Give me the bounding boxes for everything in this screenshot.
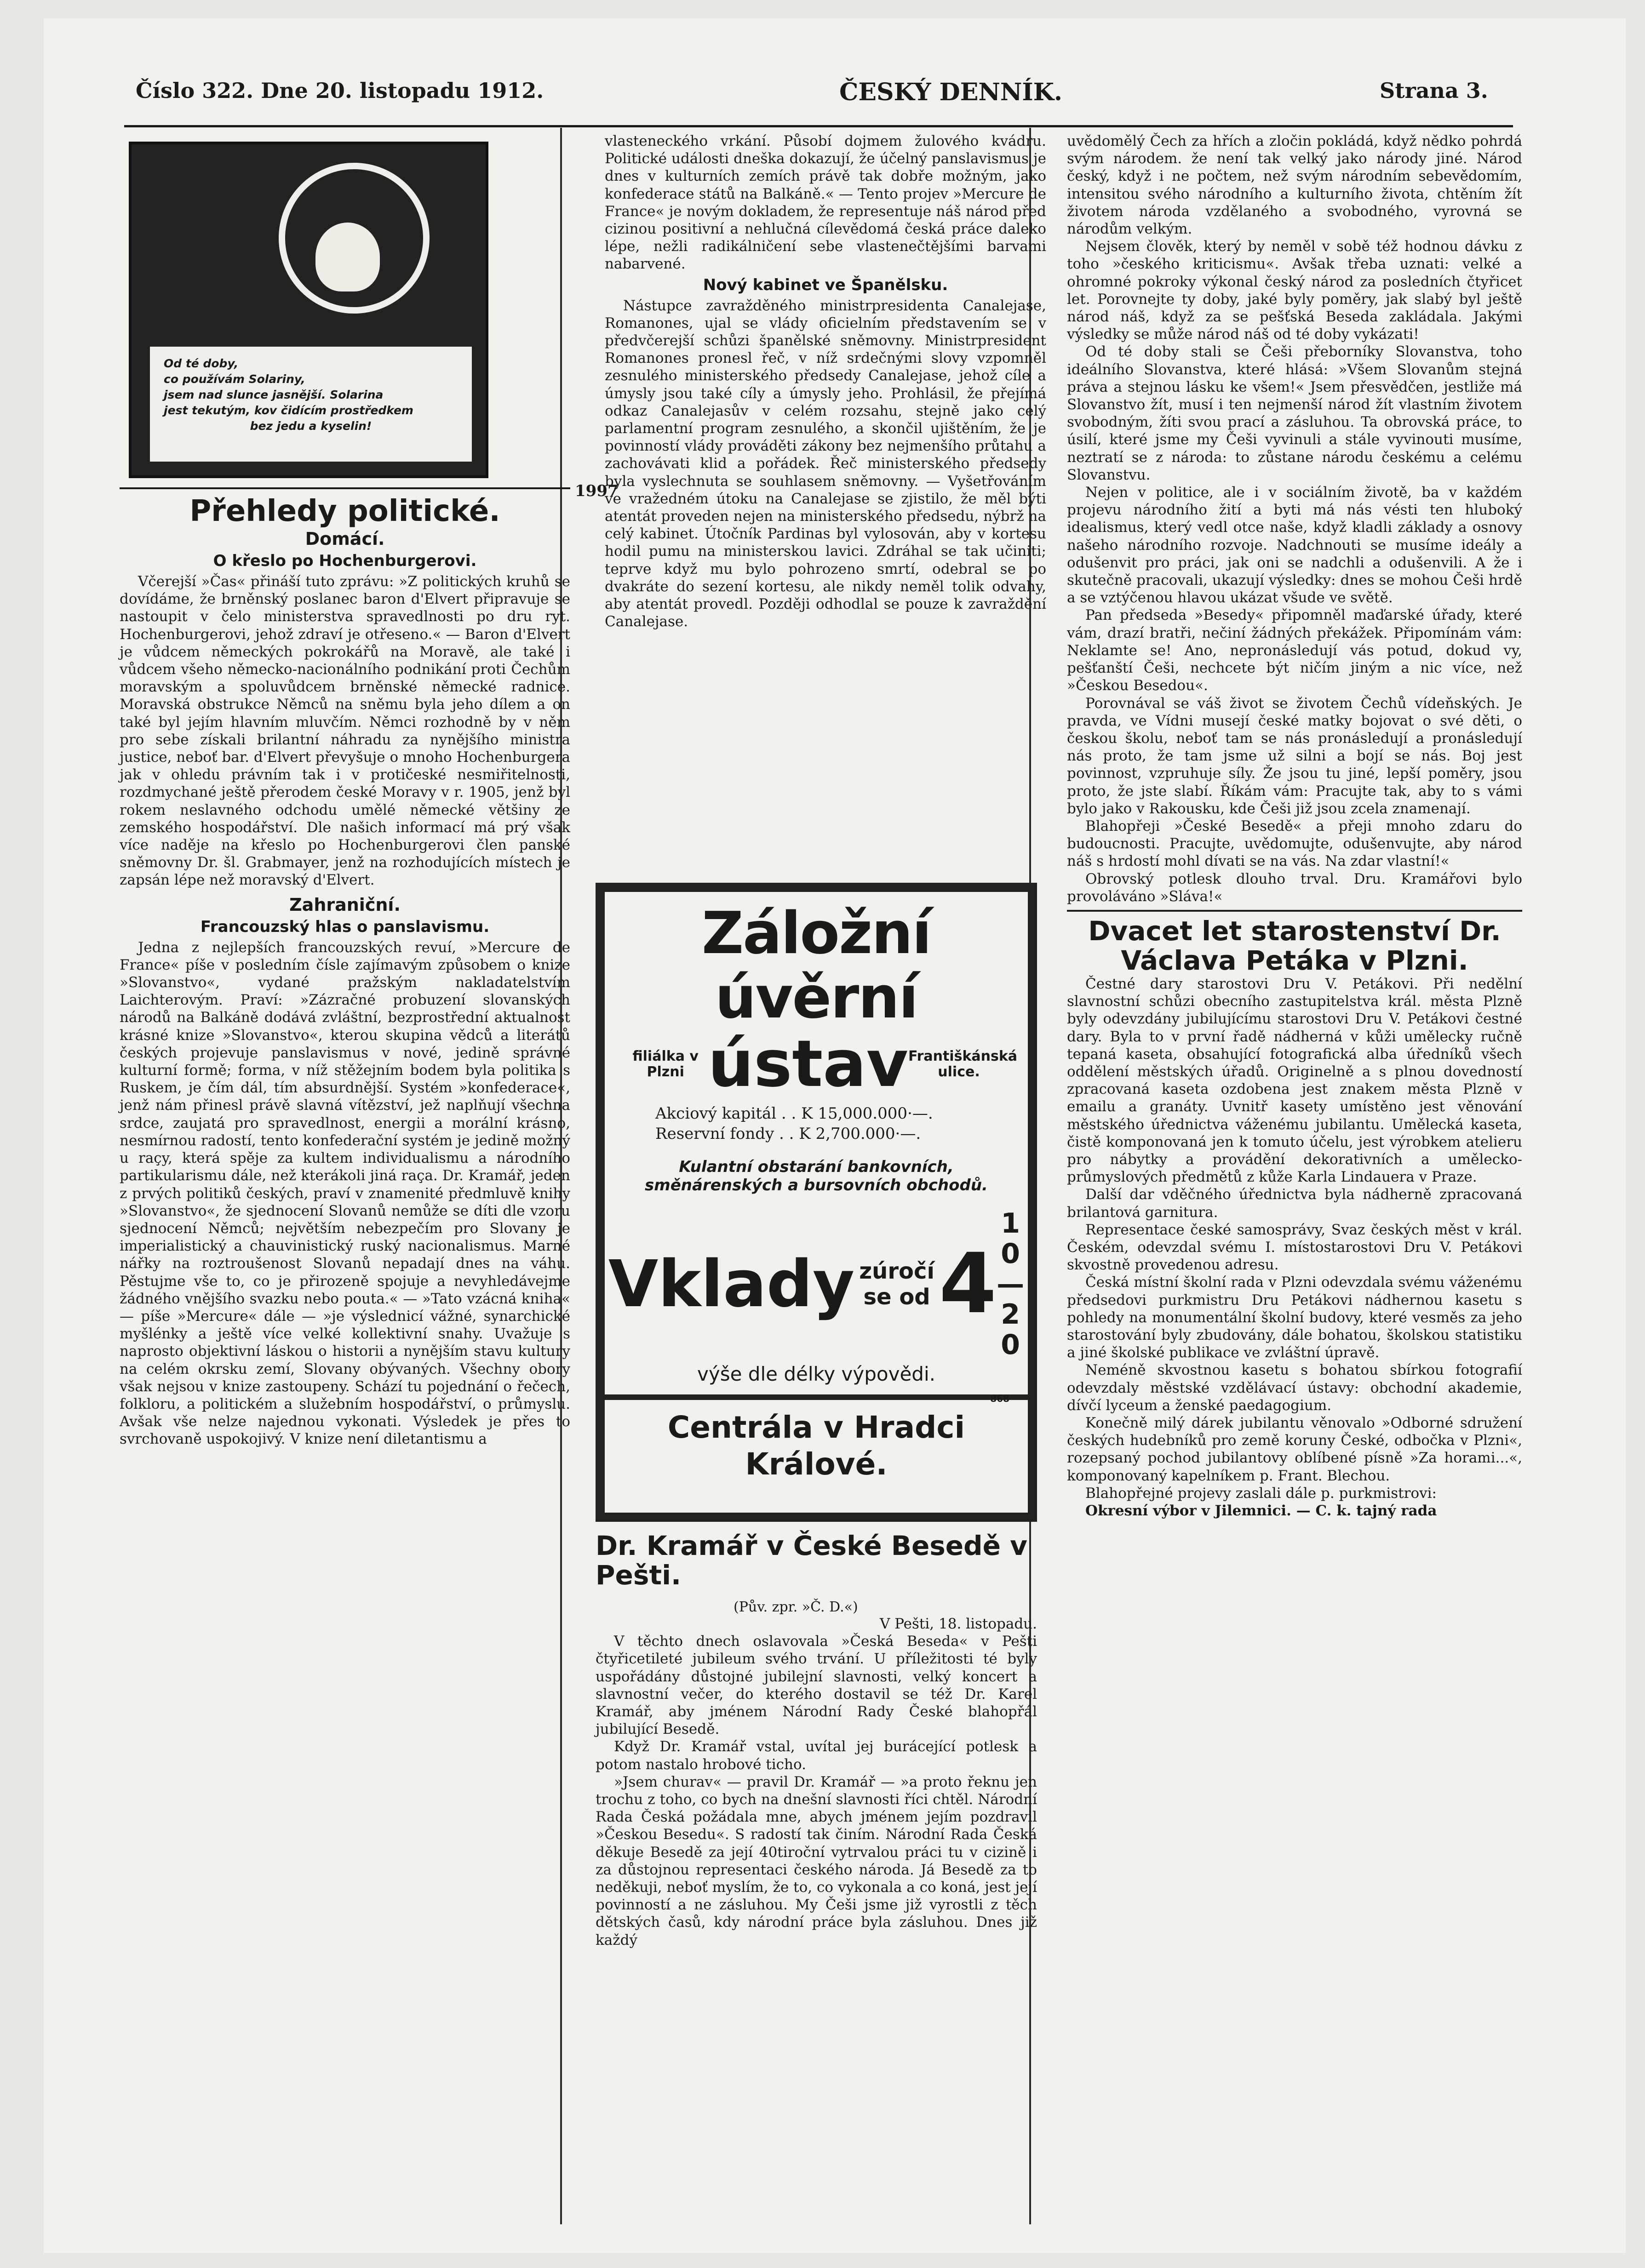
solarina-ad xyxy=(129,142,488,478)
article-paragraph: Nejen v politice, ale i v sociálním životě, ba v každém projevu národního žití a byti má nás vésti ten hluboký idealismus, který vedl otce naše, když kladli základy a osnovy našeho národního rozvoje. Nadchnouti se musíme ideály a odušenvit pro práci, jak oni se nadchli a odušenvili. A že i skutečně pracovali, ukazují výsledky: dnes se mohou Češi hrdě a se vztýčenou hlavou ukázat všude ve světě. xyxy=(1067,484,1522,606)
ad-divider xyxy=(605,1394,1028,1400)
ad-code: 868 xyxy=(990,1393,1009,1404)
capital-line: Akciový kapitál . . K 15,000.000·—. xyxy=(655,1104,933,1123)
column-2 xyxy=(563,132,1069,877)
article-paragraph: Další dar vděčného úřednictva byla nádherně zpracovaná brilantová garnitura. xyxy=(1067,1186,1522,1221)
flask-icon xyxy=(315,223,380,291)
article-paragraph: Representace české samosprávy, Svaz českých měst v král. Českém, odevzdal svému I. místostarostovi Dru V. Petákovi skvostně provedenou adresu. xyxy=(1067,1221,1522,1274)
address-note: Františkánská ulice. xyxy=(908,1048,1018,1080)
article-paragraph: Nástupce zavražděného ministrpresidenta Canalejase, Romanones, ujal se vlády oficielním představením se v předvčerejší schůzi španělské sněmovny. Ministrpresident Romanones pronesl řeč, v níž srdečnými slovy vzpomněl zesnulého ministerského předsedy Canalejase, jehož cíle a úmysly jsou také cíly a úmysly jeho. Prohlásil, že přejímá odkaz Canalejasův v celém rozsahu, stejně jako celý parlamentní program zesnulého, a skončil ujištěním, že je povinností vlády prováděti zákony bez nejmenšího průtahu a zachovávati klid a pořádek. Řeč ministerského předsedy byla vyslechnuta se souhlasem sněmovny. — Vyšetřováním ve vražedném útoku na Canalejase se zjistilo, že měl býti atentát proveden nejen na ministerského předsedu, nýbrž na celý kabinet. Útočník Pardinas byl vylosován, aby v kortesu hodil pumu na ministerskou lavici. Zdráhal se tak učiniti; teprve když mu bylo pohrozeno smrtí, odebral se po dvakráte do sezení kortesu, ale nikdy neměl tolik odvahy, aby atentát provedl. Později odhodlal se pouze k zavraždění Canalejase. xyxy=(605,297,1046,630)
dateline: V Pešti, 18. listopadu. xyxy=(879,1616,1037,1632)
solarina-ad-text: Od té doby, co používám Solariny, jsem nad slunce jasnější. Solarina jest tekutým, kov čidícím prostředkem bez jedu a kyselin! xyxy=(150,347,472,462)
article-headline: Dvacet let starostenství Dr. Václava Petáka v Plzni. xyxy=(1088,915,1501,976)
subsection-foreign: Zahraniční. xyxy=(289,894,401,915)
deposit-rate: Vklady zúročí se od 4 1 0 — 2 0 xyxy=(608,1207,1025,1361)
central-office: Centrála v Hradci Králové. xyxy=(667,1410,965,1482)
article-paragraph: Blahopřejné projevy zaslali dále p. purkmistrovi: xyxy=(1085,1485,1437,1502)
article-headline: Nový kabinet ve Španělsku. xyxy=(703,275,948,294)
article-headline: O křeslo po Hochenburgerovi. xyxy=(213,552,477,570)
divider xyxy=(1067,910,1522,912)
rate-note: výše dle délky výpovědi. xyxy=(697,1363,935,1385)
article-headline: Dr. Kramář v České Besedě v Pešti. xyxy=(596,1530,1027,1591)
column-2-lower xyxy=(596,1531,1037,1949)
article-paragraph: »Jsem churav« — pravil Dr. Kramář — »a proto řeknu jen trochu z toho, co bych na dnešní slavnosti říci chtěl. Národní Rada Česká požádala mne, abych jménem jejím pozdravil »Českou Besedu«. S radostí tak činím. Národní Rada Česká děkuje Besedě za její 40tiroční vytrvalou práci tu v cizině i za důstojnou representaci českého národa. Já Besedě za to neděkuji, neboť myslím, že to, co vykonala a co koná, jest její povinností a ne zásluhou. My Češi jsme již vyrostli z těch dětských časů, kdy národní práce byla zásluhou. Dnes již každý xyxy=(596,1773,1037,1948)
service-text: Kulantní obstarání bankovních, směnárenských a bursovních obchodů. xyxy=(645,1158,988,1194)
ad-number: 1997 xyxy=(575,482,619,500)
article-paragraph: Pan předseda »Besedy« připomněl maďarské úřady, které vám, drazí bratři, nečiní žádných překážek. Připomínám vám: Neklamte se! Ano, nepronásledují vás potud, dokud vy, pešťanští Češi, nechcete být ničím jiným a nic více, než »Českou Besedou«. xyxy=(1067,607,1522,694)
masthead-rule xyxy=(124,125,1513,127)
article-paragraph: Neméně skvostnou kasetu s bohatou sbírkou fotografií odevzdaly městské vzdělávací ústavy: obchodní akademie, dívčí lyceum a ženské paedagogium. xyxy=(1067,1362,1522,1414)
article-paragraph: Jedna z nejlepších francouzských revuí, »Mercure de France« píše v posledním čísle zajímavým způsobem o knize »Slovanstvo«, vydané pražským nakladatelstvím Laichterovým. Praví: »Zázračné probuzení slovanských národů na Balkáně dodává zvláštní, bezprostřední aktualnost krásné knize »Slovanstvo«, kterou skupina vědců a literátů českých projevuje panslavismus v nové, jedině správné kulturní formě; forma, v níž stěžejním bodem byla politika s Ruskem, je čím dál, tím absurdnější. Systém »konfederace«, jenž nám přinesl právě slavná vítězství, jež naplňují všechna srdce, zaujatá pro spravedlnost, energii a morální krásno, nesmírnou radostí, tento konfederační systém je jedině možný u raçy, která spěje za kultem individualismu a národního partikularismu dále, než kterákoli jiná raça. Dr. Kramář, jeden z prvých politiků českých, praví v znamenité předmluvě knihy »Slovanstvo«, že sjednocení Slovanů nemůže se díti dle vzoru sjednocení Němců; největším nebezpečím pro Slovany je imperialistický a chauvinistický ruský nacionalismus. Marné nářky na roztroušenost Slovanů nepadají dnes na váhu. Pěstujme vše to, co je přirozeně spojuje a nevyhledávejme žádného vnějšího svazku nebo pouta.« — »Tato vzácná kniha« — píše »Mercure« dále — »je výslednicí vážné, synarchické myšlénky a ještě více velké kollektivní snahy. Uvažuje s naprosto objektivní láskou o historii a nynějším stavu kultury na celém okrsku zemí, Slovany obývaných. Všechny obory však nejsou v knize zastoupeny. Schází tu pojednání o řečech, folkloru, a politickém a služebním hospodářství, o průmyslu. Avšak vše nelze najednou vykonati. Výsledek je přes to svrchovaně uspokojivý. V knize není diletantismu a xyxy=(120,939,570,1448)
newspaper-page xyxy=(44,18,1626,2253)
section-title: Přehledy politické. xyxy=(189,494,500,528)
bank-ad xyxy=(596,883,1037,1522)
divider xyxy=(120,487,570,489)
article-paragraph: Porovnával se váš život se životem Čechů vídeňských. Je pravda, ve Vídni musejí české matky bojovat o své děti, o českou školu, neboť tam se nás pronásledují a pronásledují nás proto, že tam jsme už silni a bojí se nás. Boj jest povinnost, vzpruhuje síly. Že jsou tu jiné, lepší poměry, jsou proto, že jste slabí. Říkám vám: Pracujte tak, aby to s vámi bylo jako v Rakousku, kde Češi již jsou zcela znamenají. xyxy=(1067,695,1522,817)
article-paragraph: Když Dr. Kramář vstal, uvítal jej burácející potlesk a potom nastalo hrobové ticho. xyxy=(596,1738,1037,1773)
column-1 xyxy=(106,132,619,2229)
bank-title: Záložní úvěrní xyxy=(701,899,931,1031)
article-paragraph: Konečně milý dárek jubilantu věnovalo »Odborné sdružení českých hudebníků pro země koruny České, odbočka v Plzni«, rozepsaný pochod jubilantovy oblíbené písně »Za horami...«, komponovaný kapelníkem p. Frant. Blechou. xyxy=(1067,1415,1522,1484)
article-paragraph: uvědomělý Čech za hřích a zločin pokládá, když nědko pohrdá svým národem. že není tak velký jako národy jiné. Národ český, když i ne počtem, než svým národním sebevědomím, intensitou svého národního a kulturního života, chtěním žít životem národa vzdělaného a svobodného, vyrovná se národům velkým. xyxy=(1067,133,1522,238)
page-number: Strana 3. xyxy=(1380,78,1488,103)
bank-title-2: ústav xyxy=(708,1027,908,1102)
article-paragraph: Čestné dary starostovi Dru V. Petákovi. Při nedělní slavnostní schůzi obecního zastupitelstva král. města Plzně byly odevzdány jubilujícímu starostovi Dru V. Petákovi čestné dary. Byla to v první řadě nádherná v kůži umělecky ručně tepaná kaseta, obsahující fotografická alba úředníků všech oddělení městských úřadů. Originelně a s plnou dovedností zpracovaná kaseta ozdobena jest znakem města Plzně v emailu a granáty. Uvnitř kasety umístěno jest věnování městského úřednictva váženému jubilantu. Umělecká kaseta, čistě komponovaná jen k tomuto účelu, jest výrobkem atelieru pro nábytky a provádění dekorativních a umělecko-průmyslových předmětů z kůže Karla Lindauera v Praze. xyxy=(1067,975,1522,1186)
source-note: (Pův. zpr. »Č. D.«) xyxy=(734,1599,858,1615)
branch-note: filiálka v Plzni xyxy=(632,1048,699,1080)
subsection-domestic: Domácí. xyxy=(305,529,385,549)
article-paragraph: Česká místní školní rada v Plzni odevzdala svému váženému předsedovi purkmistru Dru Petákovi nádhernou kasetu s pohledy na monumentální školní budovy, které vesměs za jeho starostování byly zbudovány, dále bohatou, školskou statistiku a jiné školské publikace ve zvláštní úpravě. xyxy=(1067,1274,1522,1361)
article-paragraph: vlasteneckého vrkání. Působí dojmem žulového kvádru. Politické události dneška dokazují, že účelný panslavismus je dnes v kulturních zemích právě tak dobře možným, jako konfederace států na Balkáně.« — Tento projev »Mercure de France« je novým dokladem, že representuje náš národ před cizinou positivní a nehlučná cílevědomá česká práce daleko lépe, nežli radikálničení sebe vlastenečtějšími barvami nabarvené. xyxy=(605,133,1046,273)
column-3 xyxy=(1032,132,1534,2229)
article-headline: Francouzský hlas o panslavismu. xyxy=(200,917,490,936)
article-paragraph: Včerejší »Čas« přináší tuto zprávu: »Z politických kruhů se dovídáme, že brněnský poslanec baron d'Elvert připravuje se nastoupit v čelo ministerstva spravedlnosti po dru ryt. Hochenburgerovi, jehož zdraví je otřeseno.« — Baron d'Elvert je vůdcem německých pokrokářů na Moravě, ale také i vůdcem všeho německo-nacionálního podnikání proti Čechům moravským a spoluvůdcem brněnské německé radnice. Moravská obstrukce Němců na sněmu byla jeho dílem a on také byl jejím hlavním mluvčím. Němci rozhodně by v něm pro sebe získali brilantní náhradu za nynějšího ministra justice, neboť bar. d'Elvert převyšuje o mnoho Hochenburgera jak v ohledu právním tak i v protičeské nesmiřitelnosti, rozdmychané ještě přerodem české Moravy v r. 1905, jenž byl rokem neslavného odchodu umělé německé většiny ze zemského hospodářství. Dle našich informací má prý však více naděje na křeslo po Hochenburgerovi člen panské sněmovny Dr. šl. Grabmayer, jenž na rozhodujících místech je zapsán lépe než moravský d'Elvert. xyxy=(120,573,570,889)
article-paragraph: V těchto dnech oslavovala »Česká Beseda« v Pešti čtyřicetileté jubileum svého trvání. U příležitosti té byly uspořádány důstojné jubilejní slavnosti, velký koncert a slavnostní večer, do kterého dostavil se též Dr. Karel Kramář, aby jménem Národní Rady České blahopřál jubilující Besedě. xyxy=(596,1633,1037,1738)
article-paragraph: Blahopřeji »České Besedě« a přeji mnoho zdaru do budoucnosti. Pracujte, uvědomujte, odušenvujte, aby národ náš s hrdostí mohl dívati se na vás. Na zdar vlastní!« xyxy=(1067,817,1522,870)
reserve-line: Reservní fondy . . K 2,700.000·—. xyxy=(655,1125,921,1143)
article-paragraph: Obrovský potlesk dlouho trval. Dru. Kramářovi bylo provoláváno »Sláva!« xyxy=(1067,870,1522,905)
article-paragraph: Okresní výbor v Jilemnici. — C. k. tajný rada xyxy=(1085,1502,1437,1520)
article-paragraph: Nejsem člověk, který by neměl v sobě též hodnou dávku z toho »českého kriticismu«. Avšak třeba uznati: velké a ohromné pokroky výkonal český národ za posledních čtyřicet let. Porovnejte ty doby, jaké byly poměry, jak slabý byl ještě národ náš, když za se pešťská Beseda zakládala. Jakými výsledky se může národ náš od té doby vykázati! xyxy=(1067,238,1522,343)
newspaper-title: ČESKÝ DENNÍK. xyxy=(839,78,1063,106)
issue-line: Číslo 322. Dne 20. listopadu 1912. xyxy=(136,78,544,103)
article-paragraph: Od té doby stali se Češi přeborníky Slovanstva, toho ideálního Slovanstva, které hlásá: »Všem Slovanům stejná práva a stejnou lásku ke všem!« Jsem přesvědčen, jestliže má Slovanstvo žít, musí i ten nejmenší národ žít vlastním životem svobodným, žíti svou prací a zásluhou. Ta obrovská práce, to úsilí, které jsme my Češi vyvinuli a stále vyvinouti musíme, neztratí se z národa: to zůstane národu českému a celému Slovanstvu. xyxy=(1067,343,1522,483)
